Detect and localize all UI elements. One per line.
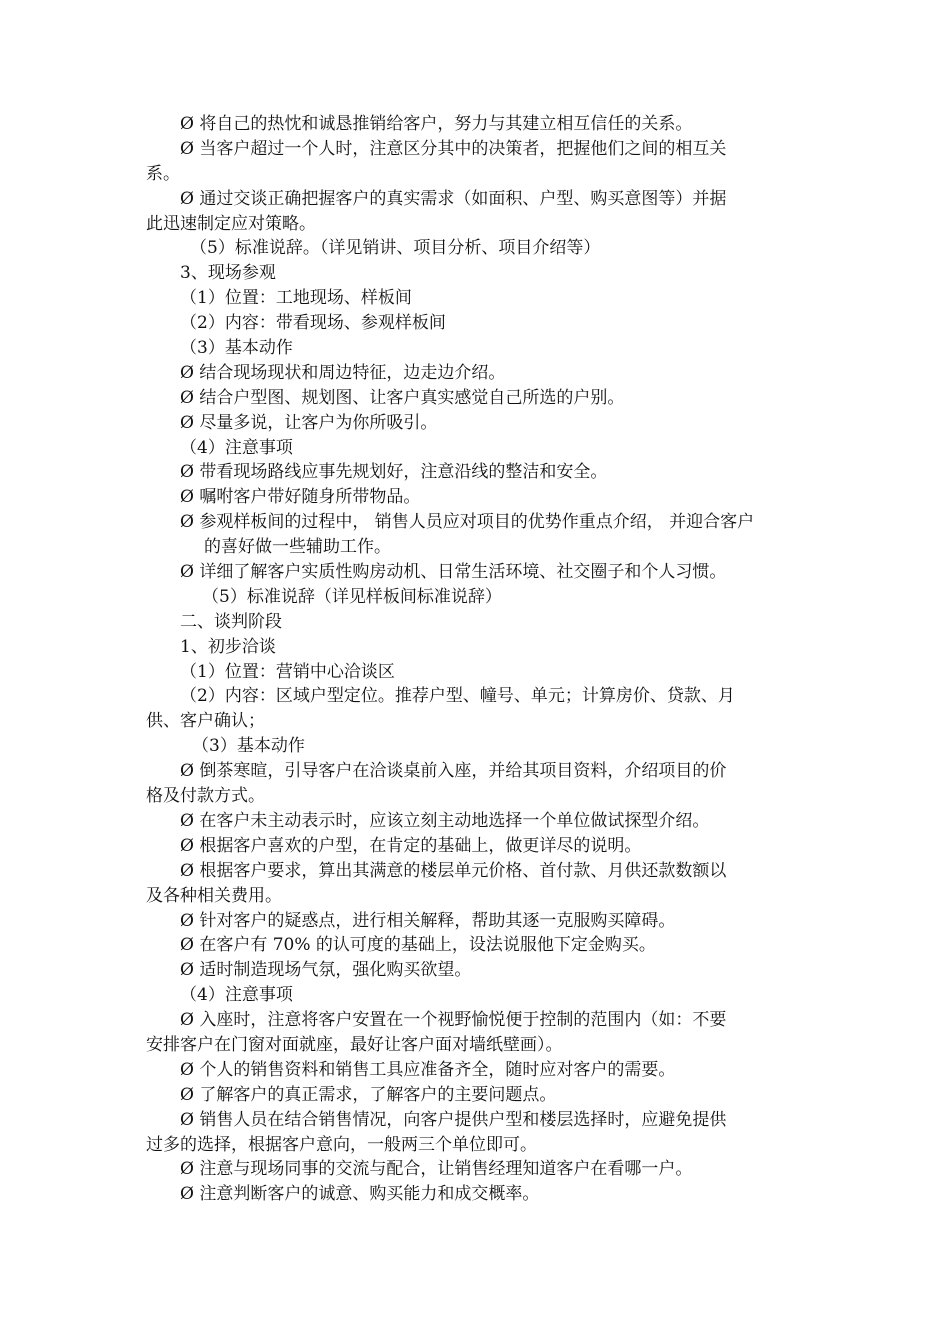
text-line: 格及付款方式。 [146, 786, 265, 807]
text-line: （3）基本动作 [192, 736, 305, 757]
text-line: 此迅速制定应对策略。 [146, 213, 316, 234]
text-line: 1、初步洽谈 [180, 636, 276, 657]
text-line: Ø 将自己的热忱和诚恳推销给客户，努力与其建立相互信任的关系。 [180, 114, 693, 134]
text-line: （4）注意事项 [180, 437, 293, 458]
text-line: 供、客户确认； [146, 711, 265, 732]
text-line: Ø 结合现场现状和周边特征，边走边介绍。 [180, 362, 506, 383]
document-body [146, 112, 808, 1207]
text-line: 二、谈判阶段 [180, 611, 282, 632]
text-line: Ø 个人的销售资料和销售工具应准备齐全，随时应对客户的需要。 [180, 1059, 676, 1080]
text-line: 3、现场参观 [180, 263, 276, 284]
text-line: （5）标准说辞（详见样板间标准说辞） [202, 586, 502, 607]
text-line: Ø 嘱咐客户带好随身所带物品。 [180, 487, 421, 508]
text-line: （2）内容：区域户型定位。推荐户型、幢号、单元；计算房价、贷款、月 [180, 686, 735, 707]
text-line: （2）内容：带看现场、参观样板间 [180, 313, 446, 334]
text-line: （5）标准说辞。（详见销讲、项目分析、项目介绍等） [190, 238, 601, 259]
text-line: Ø 在客户未主动表示时，应该立刻主动地选择一个单位做试探型介绍。 [180, 810, 710, 831]
text-line: Ø 适时制造现场气氛，强化购买欲望。 [180, 960, 472, 981]
text-line: Ø 根据客户要求，算出其满意的楼层单元价格、首付款、月供还款数额以 [180, 860, 727, 881]
text-line: 的喜好做一些辅助工作。 [204, 537, 391, 558]
text-line: Ø 倒茶寒暄，引导客户在洽谈桌前入座，并给其项目资料，介绍项目的价 [180, 761, 727, 782]
text-line: Ø 根据客户喜欢的户型，在肯定的基础上，做更详尽的说明。 [180, 835, 642, 856]
text-line: 系。 [146, 163, 180, 184]
text-line: Ø 通过交谈正确把握客户的真实需求（如面积、户型、购买意图等）并据 [180, 188, 727, 209]
text-line: Ø 了解客户的真正需求，了解客户的主要问题点。 [180, 1084, 557, 1105]
text-line: Ø 带看现场路线应事先规划好，注意沿线的整洁和安全。 [180, 462, 608, 483]
text-line: Ø 参观样板间的过程中， 销售人员应对项目的优势作重点介绍， 并迎合客户 [180, 512, 755, 533]
text-line: Ø 详细了解客户实质性购房动机、日常生活环境、社交圈子和个人习惯。 [180, 562, 727, 583]
text-line: Ø 结合户型图、规划图、让客户真实感觉自己所选的户别。 [180, 387, 625, 408]
text-line: （4）注意事项 [180, 985, 293, 1006]
text-line: Ø 针对客户的疑惑点，进行相关解释，帮助其逐一克服购买障碍。 [180, 910, 676, 931]
text-line: Ø 尽量多说，让客户为你所吸引。 [180, 412, 438, 433]
text-line: Ø 销售人员在结合销售情况，向客户提供户型和楼层选择时，应避免提供 [180, 1109, 727, 1130]
text-line: Ø 当客户超过一个人时，注意区分其中的决策者，把握他们之间的相互关 [180, 138, 727, 159]
text-line: Ø 注意与现场同事的交流与配合，让销售经理知道客户在看哪一户。 [180, 1159, 693, 1180]
text-line: （1）位置：营销中心洽谈区 [180, 661, 395, 682]
text-line: Ø 注意判断客户的诚意、购买能力和成交概率。 [180, 1184, 540, 1205]
text-line: （1）位置：工地现场、样板间 [180, 288, 412, 309]
text-line: Ø 在客户有 70% 的认可度的基础上，设法说服他下定金购买。 [180, 935, 656, 956]
text-line: Ø 入座时，注意将客户安置在一个视野愉悦便于控制的范围内（如：不要 [180, 1010, 727, 1031]
text-line: 安排客户在门窗对面就座，最好让客户面对墙纸壁画）。 [146, 1034, 563, 1055]
text-line: 及各种相关费用。 [146, 885, 282, 906]
text-line: 过多的选择，根据客户意向，一般两三个单位即可。 [146, 1134, 537, 1155]
text-line: （3）基本动作 [180, 338, 293, 359]
